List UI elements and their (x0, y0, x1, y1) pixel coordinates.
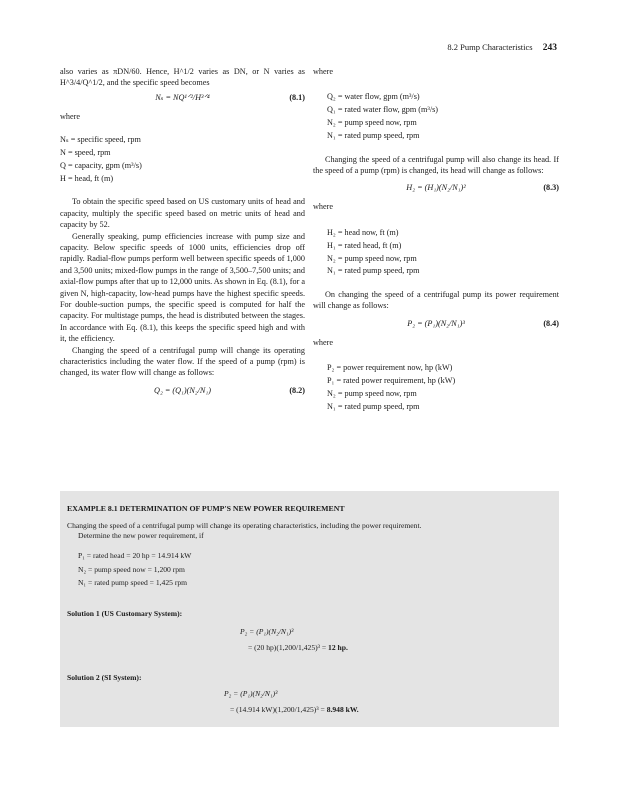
given-item: N₁ = rated pump speed = 1,425 rpm (78, 578, 188, 587)
definition-list (327, 81, 559, 141)
definition-list (327, 352, 559, 412)
equation-number: (8.4) (543, 318, 559, 328)
definition-item: N₂ = pump speed now, rpm (327, 118, 417, 128)
paragraph: Changing the speed of a centrifugal pump will also change its head. If the speed of a pump (rpm) is changed, its head will change as follows: (313, 154, 559, 175)
definition-item: Nₛ = specific speed, rpm (60, 135, 141, 145)
definition-item: P₂ = power requirement now, hp (kW) (327, 363, 453, 373)
page-number: 243 (542, 43, 557, 53)
given-item: P₁ = rated head = 20 hp = 14.914 kW (78, 551, 192, 560)
paragraph: Generally speaking, pump efficiencies increase with pump size and capacity. Below specific speeds of 1000 units, efficiencies drop off rapidly. Radial-flow pumps perform well between specific speeds of 1,000 and 3,500 units; mixed-flow pumps in the range of 3,500–7,500 units; and axial-flow pumps after that up to 12,000 units. As shown in Eq. (8.1), for a given N, high-capacity, low-head pumps have the highest specific speeds. For double-suction pumps, the specific speed is computed for half the capacity. For multistage pumps, the head is distributed between the stages. In accordance with Eq. (8.1), this keeps the specific speed high and with it, the efficiency. (60, 231, 305, 344)
solution-2-title: Solution 2 (SI System): (67, 673, 142, 682)
definition-item: N₁ = rated pump speed, rpm (327, 131, 420, 141)
equation-number: (8.3) (543, 183, 559, 193)
definition-list (60, 126, 305, 184)
running-header (447, 42, 557, 53)
definition-item: H₁ = rated head, ft (m) (327, 240, 402, 250)
solution-2-equation: P₂ = (P₁)(N₂/N₁)³ (224, 689, 278, 698)
definition-item: Q₂ = water flow, gpm (m³/s) (327, 92, 420, 102)
equation-text: H₂ = (H₁)(N₂/N₁)² (406, 183, 466, 193)
given-item: N₂ = pump speed now = 1,200 rpm (78, 564, 185, 574)
solution-1-calculation (248, 643, 348, 654)
section-title: 8.2 Pump Characteristics (447, 42, 533, 52)
where-label: where (313, 202, 334, 212)
paragraph: also varies as πDN/60. Hence, H^1/2 varies as DN, or N varies as H^3/4/Q^1/2, and the specific speed becomes (60, 67, 305, 88)
definition-item: Q = capacity, gpm (m³/s) (60, 161, 142, 171)
equation-number: (8.2) (289, 385, 305, 395)
solution-1-equation: P₂ = (P₁)(N₂/N₁)³ (240, 627, 294, 636)
definition-list (327, 217, 559, 277)
paragraph: To obtain the specific speed based on US customary units of head and capacity, multiply the specific speed based on metric units of head and capacity by 52. (60, 197, 305, 230)
definition-item: N₂ = pump speed now, rpm (327, 388, 417, 398)
example-title: EXAMPLE 8.1 DETERMINATION OF PUMP'S NEW POWER REQUIREMENT (67, 504, 345, 513)
definition-item: N = speed, rpm (60, 148, 111, 158)
where-label: where (313, 67, 334, 76)
definition-item: N₁ = rated pump speed, rpm (327, 266, 420, 276)
equation-number: (8.1) (289, 92, 305, 102)
definition-item: N₂ = pump speed now, rpm (327, 253, 417, 263)
example-intro: Changing the speed of a centrifugal pump will change its operating characteristics, including the power requirement. (67, 521, 422, 530)
equation-8-3 (313, 182, 559, 198)
example-question: Determine the new power requirement, if (78, 531, 204, 540)
definition-item: N₁ = rated pump speed, rpm (327, 401, 420, 411)
solution-2-calculation (230, 705, 359, 716)
equation-text: Q₂ = (Q₁)(N₂/N₁) (154, 385, 211, 395)
definition-item: Q₁ = rated water flow, gpm (m³/s) (327, 105, 439, 115)
left-column (60, 66, 305, 404)
equation-8-1 (60, 92, 305, 108)
answer: 8.948 kW. (326, 705, 359, 714)
definition-item: H₂ = head now, ft (m) (327, 227, 399, 237)
definition-item: P₁ = rated power requirement, hp (kW) (327, 376, 456, 385)
solution-1-title: Solution 1 (US Customary System): (67, 609, 183, 618)
calc-text: = (14.914 kW)(1,200/1,425)³ = (230, 705, 327, 714)
paragraph: On changing the speed of a centrifugal pump its power requirement will change as follows: (313, 289, 559, 311)
where-label: where (313, 337, 334, 347)
right-column (313, 66, 559, 416)
given-values (78, 551, 191, 592)
equation-8-2 (60, 385, 305, 401)
equation-text: P₂ = (P₁)(N₂/N₁)³ (407, 318, 465, 328)
paragraph: Changing the speed of a centrifugal pump will change its operating characteristics including the water flow. If the speed of a pump (rpm) is changed, its water flow will change as follows: (60, 345, 305, 378)
equation-text: Nₛ = NQ¹ᐟ²/H³ᐟ⁴ (155, 92, 210, 102)
answer: 12 hp. (328, 643, 348, 652)
equation-8-4 (313, 318, 559, 334)
example-box (60, 491, 559, 727)
definition-item: H = head, ft (m) (60, 173, 114, 183)
where-label: where (60, 111, 81, 121)
calc-text: = (20 hp)(1,200/1,425)³ = (248, 643, 329, 652)
